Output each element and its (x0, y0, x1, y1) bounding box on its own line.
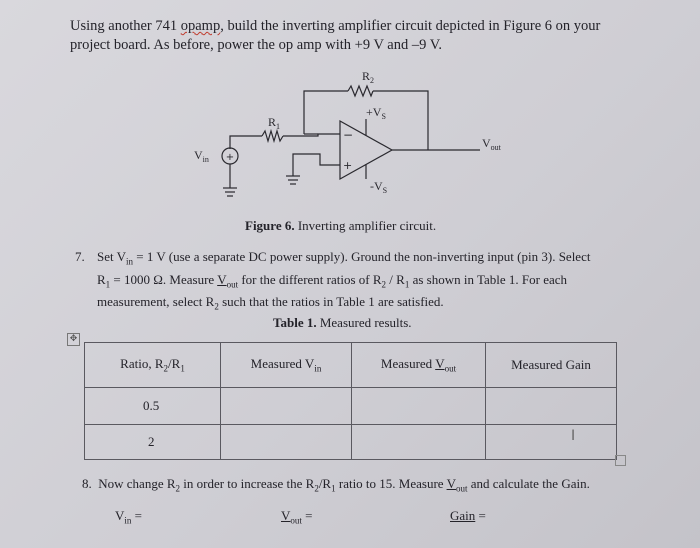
header-measured-gain: Measured Gain (486, 343, 617, 388)
vin-cell[interactable] (221, 425, 352, 460)
neg-supply-label: $-V_S$ (370, 179, 388, 195)
gain-cell[interactable] (486, 425, 617, 460)
vout-cell[interactable] (352, 425, 486, 460)
r1-resistor (262, 131, 283, 141)
question-8: 8. Now change $R_2$ in order to increase the $R_2/R_1$ ratio to 15. Measure $V_{out}$ and calculate the Gain. (82, 476, 590, 494)
intro-paragraph (70, 17, 600, 55)
vin-label: $V_{in}$ (194, 148, 209, 164)
table-move-handle-icon[interactable]: ✥ (67, 333, 80, 346)
table-row (85, 388, 617, 425)
r1-label: $R_1$ (268, 115, 281, 131)
q7-line-3: measurement, select $R_2$ such that the ratios in Table 1 are satisfied. (97, 294, 444, 312)
vin-top-wire (230, 136, 262, 149)
header-measured-vin: Measured $V_{in}$ (221, 343, 352, 388)
table-caption: Table 1. Measured results. (273, 315, 412, 330)
results-table (84, 342, 617, 460)
question-8-number: 8. (82, 476, 92, 491)
gain-cell[interactable] (486, 388, 617, 425)
vout-cell[interactable] (352, 388, 486, 425)
pos-supply-label: $+V_S$ (366, 105, 386, 121)
vout-label: $V_{out}$ (482, 136, 501, 152)
noninverting-input-wire (293, 154, 340, 176)
opamp-word: opamp (180, 18, 221, 34)
inverting-amplifier-circuit (180, 64, 540, 214)
header-ratio: Ratio, $R_2/R_1$ (85, 343, 221, 388)
table-resize-handle[interactable] (615, 455, 626, 466)
ratio-cell[interactable]: 0.5 (85, 388, 221, 425)
table-header-row (85, 343, 617, 388)
intro-line-1: Using another 741 opamp, build the inverting amplifier circuit depicted in Figure 6 on your (70, 18, 601, 34)
minus-sign: − (343, 128, 354, 142)
text-cursor-icon: I (571, 428, 576, 444)
answer-gain[interactable]: Gain = (450, 508, 486, 523)
q7-line-2: $R_1 = 1000$ Ω. Measure $V_{out}$ for the different ratios of $R_2 / R_1$ as shown in Table 1. For each (97, 271, 568, 290)
q7-line-1: Set $V_{in} = 1$ V (use a separate DC power supply). Ground the non-inverting input (pin 3). Select (97, 249, 591, 267)
vin-cell[interactable] (221, 388, 352, 425)
answer-vin[interactable]: $V_{in}$ = (115, 508, 142, 526)
table-row (85, 425, 617, 460)
intro-line-2: project board. As before, power the op amp with +9 V and –9 V. (70, 37, 442, 53)
header-measured-vout: Measured $V_{out}$ (352, 343, 486, 388)
ratio-cell[interactable]: 2 (85, 425, 221, 460)
r2-label: $R_2$ (362, 69, 375, 85)
plus-sign: + (343, 159, 353, 172)
figure-caption: Figure 6. Inverting amplifier circuit. (245, 218, 437, 233)
answer-vout[interactable]: $V_{out}$ = (281, 508, 313, 526)
svg-text:+: + (225, 152, 235, 163)
feedback-wire-left (304, 91, 348, 134)
r2-resistor (348, 86, 373, 96)
question-7-number: 7. (75, 249, 85, 264)
